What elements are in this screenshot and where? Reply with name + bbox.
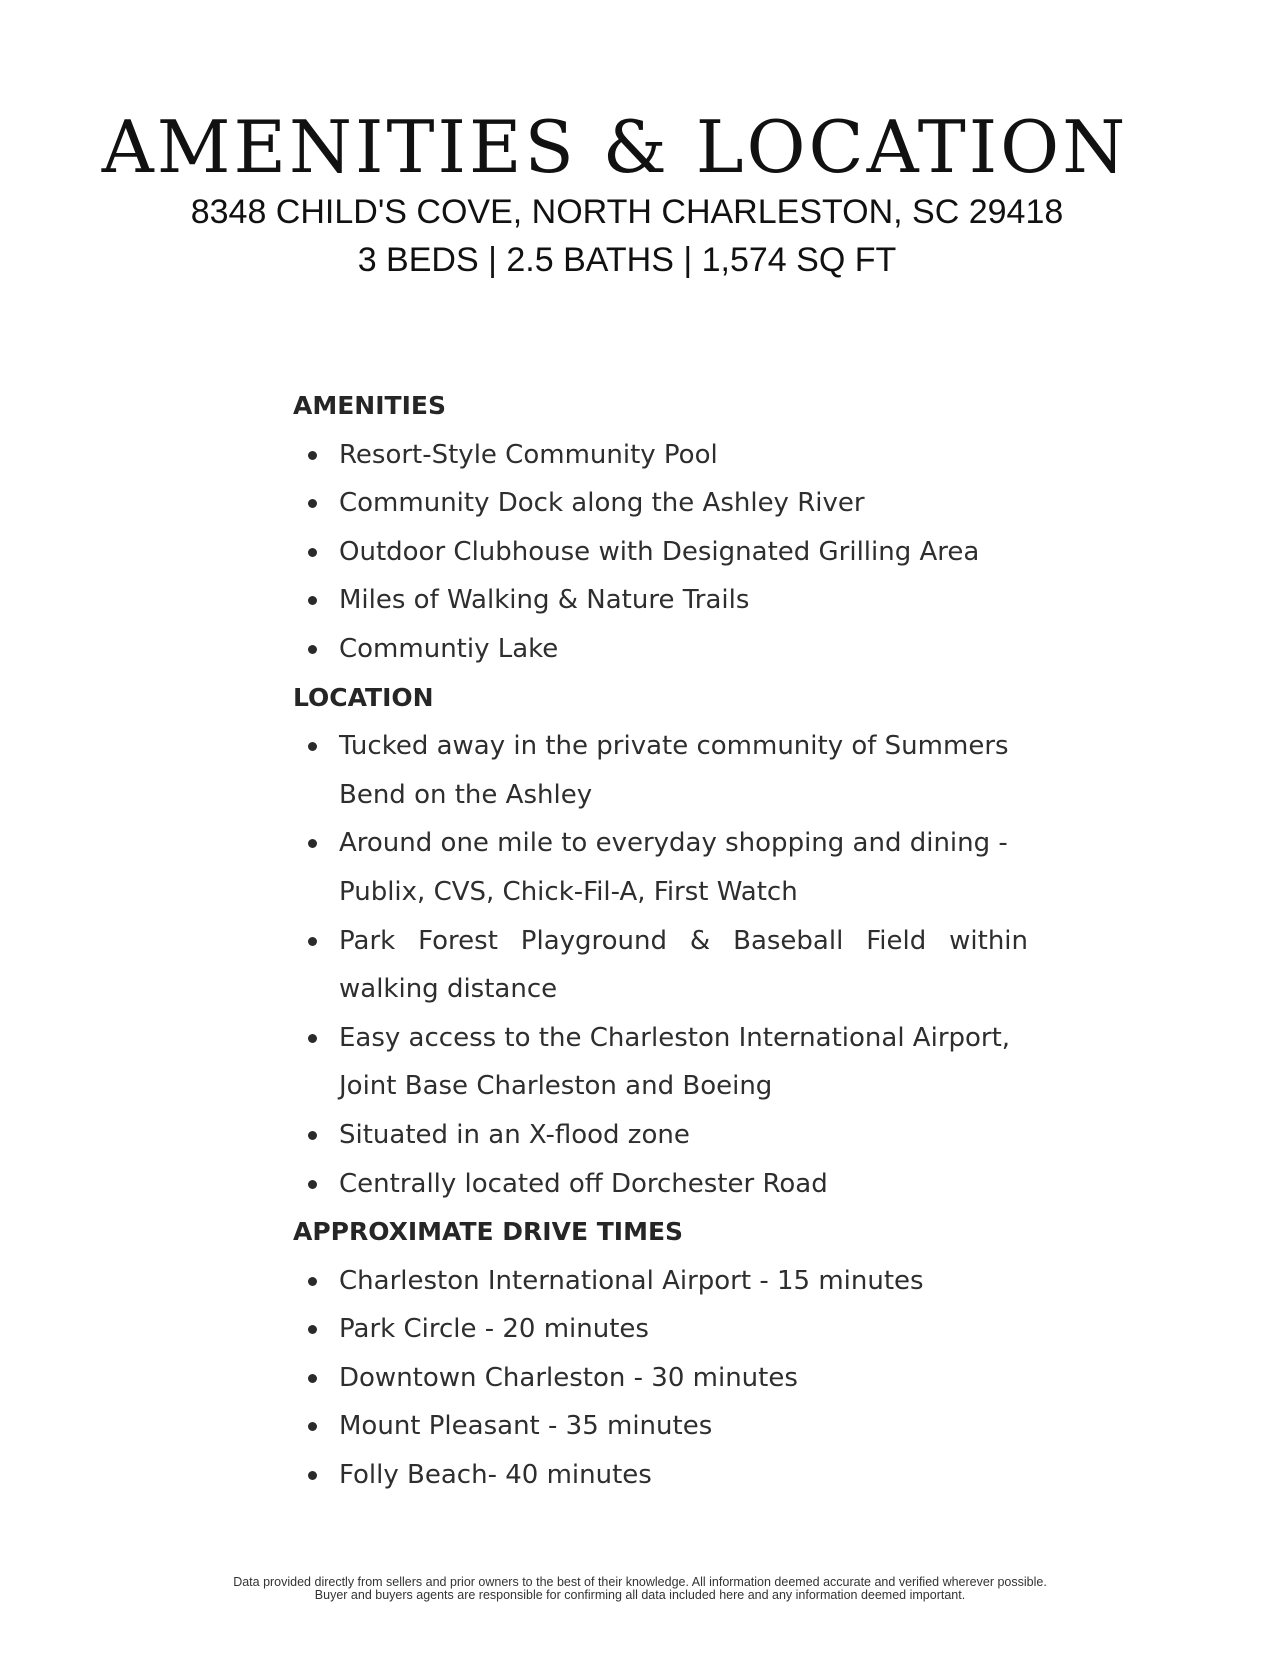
- content-body: [293, 382, 1028, 1500]
- list-item-text: Charleston International Airport - 15 minutes: [339, 1265, 924, 1296]
- list-item-text: Communtiy Lake: [339, 633, 559, 664]
- bullet-icon: [308, 937, 317, 946]
- list-item: [293, 528, 1028, 577]
- location-section: [293, 674, 1028, 1209]
- bullet-icon: [308, 1471, 317, 1480]
- property-specs: 3 BEDS | 2.5 BATHS | 1,574 SQ FT: [357, 241, 897, 279]
- list-item: [293, 1257, 1028, 1306]
- bullet-icon: [308, 451, 317, 460]
- bullet-icon: [308, 1180, 317, 1189]
- amenities-list: [293, 431, 1028, 674]
- list-item-text: Miles of Walking & Nature Trails: [339, 585, 750, 616]
- list-item: [293, 576, 1028, 625]
- location-list: [293, 722, 1028, 1208]
- bullet-icon: [308, 742, 317, 751]
- list-item-text: Resort-Style Community Pool: [339, 439, 718, 470]
- bullet-icon: [308, 1374, 317, 1383]
- bullet-icon: [308, 596, 317, 605]
- bullet-icon: [308, 839, 317, 848]
- list-item: [293, 1354, 1028, 1403]
- list-item: [293, 431, 1028, 480]
- amenities-section: [293, 382, 1028, 674]
- list-item-text: Outdoor Clubhouse with Designated Grilling Area: [339, 536, 980, 567]
- list-item-text: Centrally located off Dorchester Road: [339, 1168, 828, 1199]
- list-item: [293, 479, 1028, 528]
- list-item-text: Downtown Charleston - 30 minutes: [339, 1362, 798, 1393]
- bullet-icon: [308, 499, 317, 508]
- section-heading: LOCATION: [293, 682, 434, 712]
- list-item: [293, 1305, 1028, 1354]
- list-item-text: Community Dock along the Ashley River: [339, 488, 865, 519]
- list-item-text: Folly Beach- 40 minutes: [339, 1460, 652, 1491]
- bullet-icon: [308, 1277, 317, 1286]
- bullet-icon: [308, 645, 317, 654]
- list-item: [293, 1111, 1028, 1160]
- list-item-text: Around one mile to everyday shopping and dining - Publix, CVS, Chick-Fil-A, First Watch: [339, 828, 1008, 907]
- list-item-text: Easy access to the Charleston International Airport, Joint Base Charleston and Boeing: [339, 1022, 1011, 1102]
- list-item: [293, 917, 1028, 1014]
- list-item: [293, 1451, 1028, 1500]
- list-item-text: Situated in an X-flood zone: [339, 1119, 690, 1150]
- disclaimer-line: Buyer and buyers agents are responsible for confirming all data included here and any information deemed important.: [314, 1588, 966, 1602]
- list-item-text: Mount Pleasant - 35 minutes: [339, 1411, 713, 1442]
- bullet-icon: [308, 1034, 317, 1043]
- bullet-icon: [308, 1422, 317, 1431]
- property-address: 8348 CHILD'S COVE, NORTH CHARLESTON, SC 29418: [190, 193, 1064, 231]
- list-item-text: Park Circle - 20 minutes: [339, 1314, 649, 1345]
- list-item-text: Park Forest Playground & Baseball Field within walking distance: [339, 925, 1028, 1005]
- list-item: [293, 1014, 1028, 1111]
- drive-times-list: [293, 1257, 1028, 1500]
- section-heading: APPROXIMATE DRIVE TIMES: [293, 1217, 684, 1247]
- drive-times-section: [293, 1208, 1028, 1500]
- bullet-icon: [308, 1131, 317, 1140]
- page-title: AMENITIES & LOCATION: [101, 105, 1129, 189]
- list-item-text: Tucked away in the private community of Summers Bend on the Ashley: [339, 731, 1009, 810]
- list-item: [293, 625, 1028, 674]
- list-item: [293, 819, 1028, 916]
- bullet-icon: [308, 548, 317, 557]
- disclaimer-footer: [0, 1576, 1280, 1602]
- list-item: [293, 722, 1028, 819]
- disclaimer-line: Data provided directly from sellers and prior owners to the best of their knowledge. All information deemed accurate and verified wherever possible.: [233, 1575, 1047, 1589]
- list-item: [293, 1160, 1028, 1209]
- list-item: [293, 1402, 1028, 1451]
- bullet-icon: [308, 1325, 317, 1334]
- section-heading: AMENITIES: [293, 391, 446, 420]
